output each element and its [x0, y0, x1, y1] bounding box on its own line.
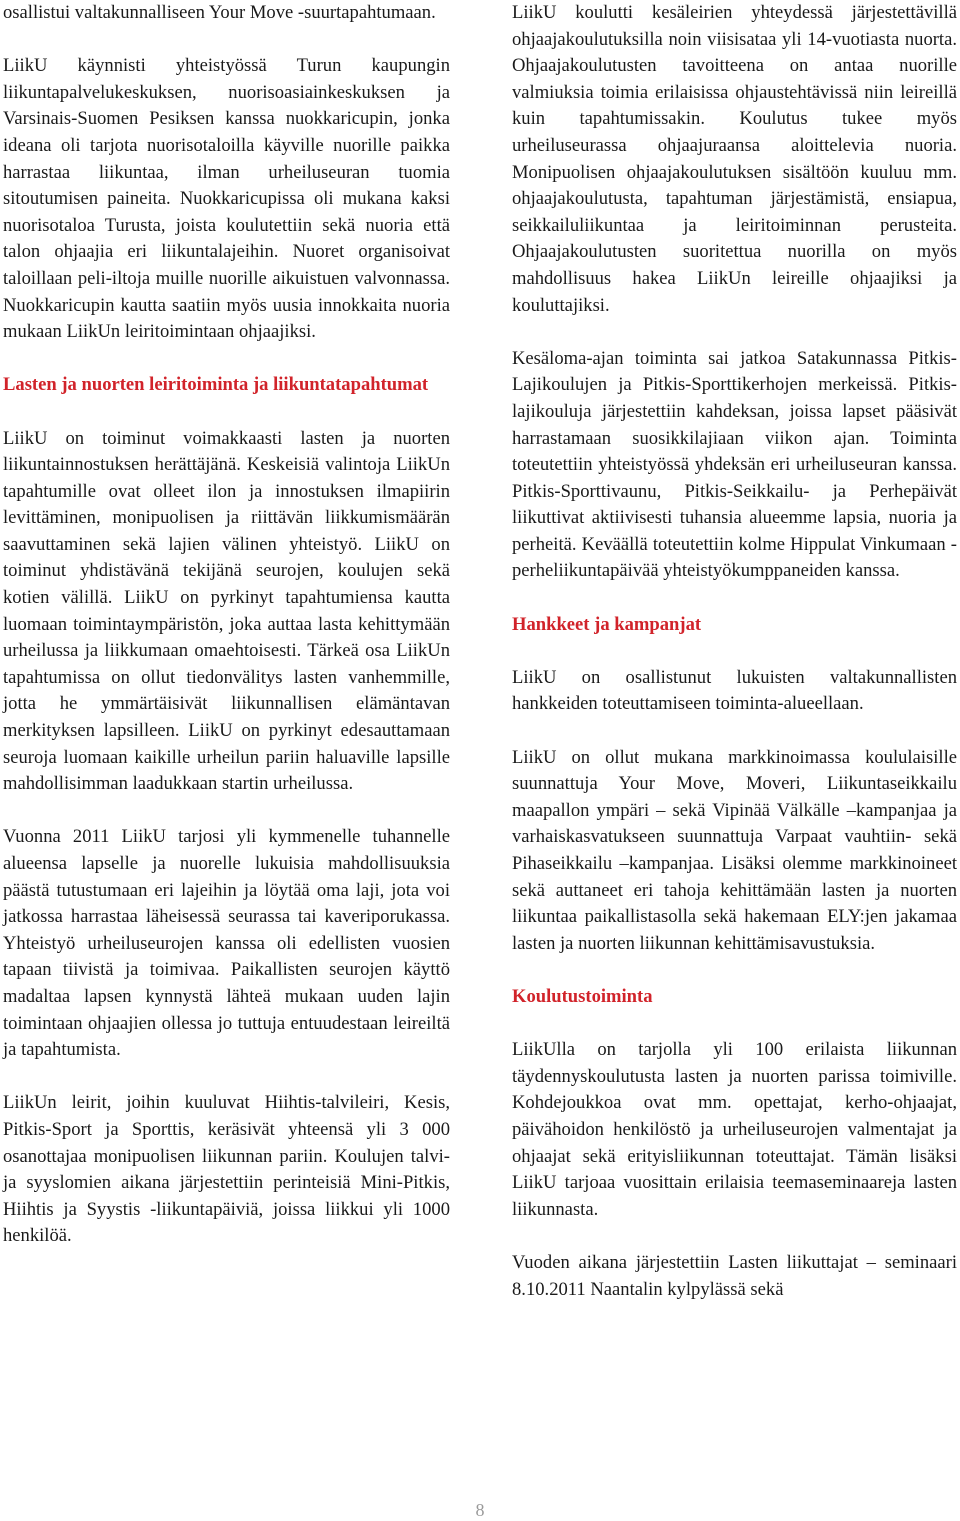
page-number: 8 [475, 1500, 485, 1520]
left-paragraph-2011: Vuonna 2011 LiikU tarjosi yli kymmenelle tuhannelle alueensa lapselle ja nuorelle lukuisia mahdollisuuksia päästä tutustumaan eri lajeihin ja löytää oma laji, jota voi jatkossa harrastaa läheisessä seurassa tai kaveriporukassa. Yhteistyö urheiluseurojen kanssa oli edellisten vuosien tapaan tiivistä ja toimivaa. Paikallisten seurojen käyttö madaltaa lapsen kynnystä lähteä mukaan uuden lajin toimintaan ohjaajien ollessa jo tuttuja entuudestaan leireiltä ja tapahtumista. [3, 826, 450, 1061]
right-paragraph-hankkeet: LiikU on osallistunut lukuisten valtakunnallisten hankkeiden toteuttamiseen toiminta-alueellaan. [512, 666, 957, 715]
left-paragraph-1: osallistui valtakunnalliseen Your Move -suurtapahtumaan. [3, 2, 436, 23]
right-paragraph-kampanjat: LiikU on ollut mukana markkinoimassa koululaisille suunnattuja Your Move, Moveri, Liikuntaseikkailu maapallon ympäri – sekä Vipinää Välkälle –kampanjaa ja varhaiskasvatukseen suunnattuja Varpaat vauhtiin- sekä Pihaseikkailu –kampanjaa. Lisäksi olemme markkinoineet sekä auttaneet eri tahoja kehittämään lasten ja nuorten liikuntaa paikallistasolla sekä hakemaan ELY:jen jakamaa lasten ja nuorten liikunnan kehittämisavustuksia. [512, 746, 957, 954]
heading-hankkeet: Hankkeet ja kampanjat [512, 613, 702, 635]
heading-koulutustoiminta: Koulutustoiminta [512, 985, 653, 1007]
heading-leiritoiminta: Lasten ja nuorten leiritoiminta ja liikuntatapahtumat [3, 374, 429, 396]
right-column [512, 0, 957, 1330]
right-paragraph-pitkis: Kesäloma-ajan toiminta sai jatkoa Satakunnassa Pitkis-Lajikoulujen ja Pitkis-Sporttikerhojen merkeissä. Pitkis-lajikouluja järjestettiin kahdeksan, joissa lapset pääsivät harrastamaan suosikkilajiaan viikon ajan. Toiminta toteutettiin yhteistyössä yhdeksän eri urheiluseuran kanssa. Pitkis-Sporttivaunu, Pitkis-Seikkailu- ja Perhepäivät liikuttivat aktiivisesti tuhansia alueemme lapsia, nuoria ja perheitä. Keväällä toteutettiin kolme Hippulat Vinkumaan -perheliikuntapäivää yhteistyökumppaneiden kanssa. [512, 347, 957, 582]
right-paragraph-ohjaajakoulutus: LiikU koulutti kesäleirien yhteydessä järjestettävillä ohjaajakoulutuksilla noin viisisataa yli 14-vuotiasta nuorta. Ohjaajakoulutusten tavoitteena on antaa nuorille valmiuksia toimia erilaisissa ohjaustehtävissä niin leireillä kuin tapahtumissakin. Koulutus tukee myös urheiluseurassa ohjaajuraansa aloittelevia nuoria. Monipuolisen ohjaajakoulutuksen sisältöön kuuluu mm. ohjaajakoulutusta, tapahtuman järjestämistä, ensiapua, seikkailuliikuntaa ja leiritoiminnan perusteita. Ohjaajakoulutusten suoritettua nuorilla on myös mahdollisuus hakea LiikUn leireille ohjaajiksi ja kouluttajiksi. [512, 2, 957, 316]
left-paragraph-innostus: LiikU on toiminut voimakkaasti lasten ja nuorten liikuntainnostuksen herättäjänä. Keskeisiä valintoja LiikUn tapahtumille ovat olleet ilon ja innostuksen ilmapiirin levittäminen, monipuolisen ja riittävän liikkumismäärän saavuttaminen sekä lajien välinen yhteistyö. LiikU on toiminut yhdistävänä tekijänä seurojen, koulujen sekä kotien välillä. LiikU on pyrkinyt tapahtumiensa kautta luomaan toimintaympäristön, joka auttaa lasta kehittymään urheilussa ja liikkumaan omaehtoisesti. Tärkeä osa LiikUn tapahtumissa on ollut tiedonvälitys lasten vanhemmille, jotta he ymmärtäisivät liikunnallisen elämäntavan merkityksen lapsilleen. LiikU on pyrkinyt edesauttamaan seuroja luomaan kaikille urheilun pariin haluaville lapsille mahdollisimman laadukkaan startin urheilussa. [3, 427, 450, 795]
left-paragraph-leirit: LiikUn leirit, joihin kuuluvat Hiihtis-talvileiri, Kesis, Pitkis-Sport ja Sporttis, keräsivät yhteensä yli 3 000 osanottajaa monipuolisen liikunnan pariin. Koulujen talvi- ja syyslomien aikana järjestettiin perinteisiä Mini-Pitkis, Hiihtis ja Syystis -liikuntapäiviä, joissa liikkui yli 1000 henkilöä. [3, 1092, 450, 1247]
right-paragraph-koulutukset: LiikUlla on tarjolla yli 100 erilaista liikunnan täydennyskoulutusta lasten ja nuorten parissa toimiville. Kohdejoukkoa ovat mm. opettajat, kerho-ohjaajat, päivähoidon henkilöstö ja urheiluseurojen valmentajat ja ohjaajat sekä erityisliikunnan toteuttajat. Tämän lisäksi LiikU tarjoaa vuosittain erilaisia teemaseminaareja lasten liikunnasta. [512, 1039, 957, 1220]
right-paragraph-seminaari: Vuoden aikana järjestettiin Lasten liikuttajat – seminaari 8.10.2011 Naantalin kylpylässä sekä [512, 1251, 957, 1300]
left-paragraph-nuokkaricup: LiikU käynnisti yhteistyössä Turun kaupungin liikuntapalvelukeskuksen, nuorisoasiainkeskuksen ja Varsinais-Suomen Pesiksen kanssa nuokkaricupin, jonka ideana oli tarjota nuorisotaloilla käyville nuorille paikka harrastaa liikuntaa, ilman urheiluseuran tuomia sitoutumisen paineita. Nuokkaricupissa oli mukana kaksi nuorisotaloa Turusta, joista koulutettiin sekä nuoria että talon ohjaajia eri liikuntalajeihin. Nuoret organisoivat taloillaan peli-iltoja muille nuorille aikuistuen valvonnassa. Nuokkaricupin kautta saatiin myös uusia innokkaita nuoria mukaan LiikUn leiritoimintaan ohjaajiksi. [3, 55, 450, 343]
left-column [3, 0, 450, 1277]
